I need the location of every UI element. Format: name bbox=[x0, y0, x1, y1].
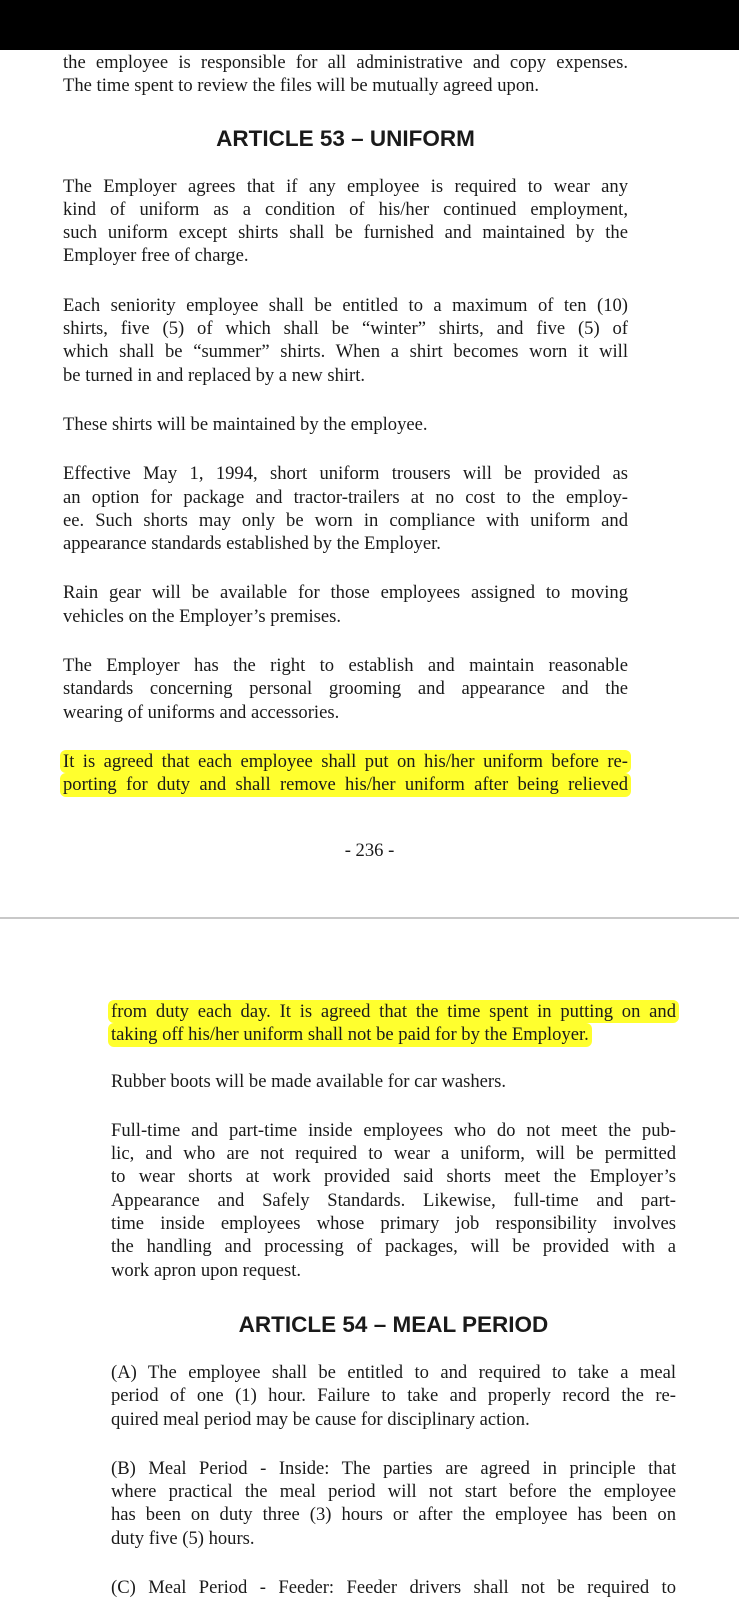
paragraph bbox=[111, 1070, 676, 1093]
text-line: shirts, five (5) of which shall be “winter” shirts, and five (5) of bbox=[63, 318, 628, 340]
text-line: Full-time and part-time inside employees who do not meet the pub- bbox=[111, 1119, 676, 1141]
text-line: quired meal period may be cause for disciplinary action. bbox=[111, 1408, 530, 1430]
text-line: Each seniority employee shall be entitled to a maximum of ten (10) bbox=[63, 294, 628, 316]
paragraph bbox=[63, 581, 628, 628]
section-b bbox=[111, 1457, 676, 1550]
text-line: the handling and processing of packages, will be provided with a bbox=[111, 1236, 676, 1258]
text-line: Rain gear will be available for those employees assigned to moving bbox=[63, 582, 628, 604]
text-line: (C) Meal Period - Feeder: Feeder drivers shall not be required to bbox=[111, 1577, 676, 1599]
text-line: an option for package and tractor-trailers at no cost to the employ- bbox=[63, 486, 628, 508]
article-54-heading: ARTICLE 54 – MEAL PERIOD bbox=[238, 1311, 549, 1337]
highlighted-paragraph bbox=[111, 1000, 676, 1047]
text-line: the employee is responsible for all administrative and copy expenses. bbox=[63, 52, 628, 73]
text-line: Effective May 1, 1994, short uniform trousers will be provided as bbox=[63, 463, 628, 485]
text-line: period of one (1) hour. Failure to take and properly record the re- bbox=[111, 1385, 676, 1407]
page-divider bbox=[0, 917, 739, 919]
text-line: work apron upon request. bbox=[111, 1259, 302, 1281]
text-line: (A) The employee shall be entitled to and required to take a meal bbox=[111, 1361, 676, 1383]
text-line: such uniform except shirts shall be furnished and maintained by the bbox=[63, 222, 628, 244]
paragraph bbox=[111, 1119, 676, 1282]
section-a bbox=[111, 1361, 676, 1431]
text-line: The Employer has the right to establish and maintain reasonable bbox=[63, 655, 628, 677]
text-line: kind of uniform as a condition of his/her continued employment, bbox=[63, 198, 628, 220]
highlighted-line: taking off his/her uniform shall not be paid for by the Employer. bbox=[108, 1023, 592, 1046]
text-line: time inside employees whose primary job responsibility involves bbox=[111, 1213, 676, 1235]
text-line: vehicles on the Employer’s premises. bbox=[63, 605, 341, 627]
document-page-237 bbox=[111, 1000, 676, 1599]
intro-paragraph bbox=[63, 51, 628, 98]
status-bar bbox=[0, 0, 739, 50]
highlighted-line: It is agreed that each employee shall put on his/her uniform before re- bbox=[60, 750, 631, 773]
article-53-heading: ARTICLE 53 – UNIFORM bbox=[216, 125, 475, 151]
text-line: (B) Meal Period - Inside: The parties are agreed in principle that bbox=[111, 1457, 676, 1479]
text-line: duty five (5) hours. bbox=[111, 1527, 255, 1549]
text-line: has been on duty three (3) hours or after the employee has been on bbox=[111, 1504, 676, 1526]
text-line: Appearance and Safely Standards. Likewise, full-time and part- bbox=[111, 1189, 676, 1211]
paragraph bbox=[63, 175, 628, 268]
text-line: lic, and who are not required to wear a uniform, will be permitted bbox=[111, 1143, 676, 1165]
text-line: where practical the meal period will not start before the employee bbox=[111, 1481, 676, 1503]
highlighted-paragraph bbox=[63, 750, 628, 797]
text-line: ee. Such shorts may only be worn in compliance with uniform and bbox=[63, 509, 628, 531]
page-number: - 236 - bbox=[344, 840, 395, 861]
text-line: wearing of uniforms and accessories. bbox=[63, 701, 340, 723]
highlighted-line: porting for duty and shall remove his/her uniform after being relieved bbox=[60, 773, 631, 796]
document-page-236 bbox=[63, 48, 628, 797]
text-line: which shall be “summer” shirts. When a shirt becomes worn it will bbox=[63, 341, 628, 363]
text-line: Rubber boots will be made available for car washers. bbox=[111, 1070, 506, 1092]
text-line: The time spent to review the files will be mutually agreed upon. bbox=[63, 75, 540, 97]
text-line: These shirts will be maintained by the employee. bbox=[63, 413, 428, 435]
paragraph bbox=[63, 654, 628, 724]
highlighted-line: from duty each day. It is agreed that the time spent in putting on and bbox=[108, 1000, 679, 1023]
text-line: be turned in and replaced by a new shirt. bbox=[63, 364, 366, 386]
text-line: The Employer agrees that if any employee is required to wear any bbox=[63, 175, 628, 197]
paragraph bbox=[63, 462, 628, 555]
section-c bbox=[111, 1576, 676, 1599]
paragraph bbox=[63, 294, 628, 387]
text-line: to wear shorts at work provided said shorts meet the Employer’s bbox=[111, 1166, 676, 1188]
paragraph bbox=[63, 413, 628, 436]
text-line: standards concerning personal grooming and appearance and the bbox=[63, 678, 628, 700]
text-line: Employer free of charge. bbox=[63, 245, 249, 267]
text-line: appearance standards established by the Employer. bbox=[63, 533, 441, 555]
